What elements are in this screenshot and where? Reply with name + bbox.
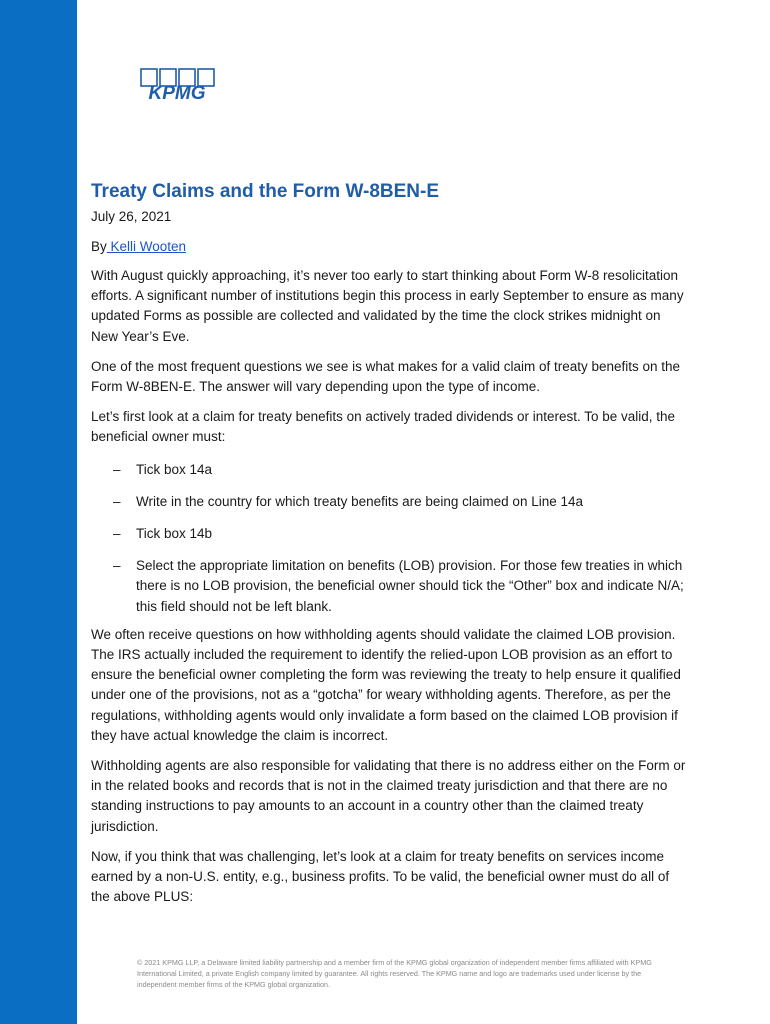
paragraph: With August quickly approaching, it’s never too early to start thinking about Form W-8 resolicitation efforts. A significant number of institutions begin this process in early September to ensure as many updated Forms as possible are collected and validated by the time the clock strikes midnight on New Year’s Eve. [91,268,684,344]
requirements-list [91,460,687,617]
list-item [91,460,687,480]
list-item [91,492,687,512]
byline-prefix: By [91,239,107,254]
byline [91,238,687,256]
bullet-dash: – [113,461,121,477]
paragraph: Withholding agents are also responsible for validating that there is no address either on the Form or in the related books and records that is not in the claimed treaty jurisdiction and that there are no standing instructions to pay amounts to an account in a country other than the claimed treaty jurisdiction. [91,758,686,834]
list-item-text: Tick box 14b [136,526,213,542]
body-paragraphs [91,625,687,908]
paragraph: Now, if you think that was challenging, let’s look at a claim for treaty benefits on services income earned by a non-U.S. entity, e.g., business profits. To be valid, the beneficial owner must do all of the above PLUS: [91,848,670,905]
paragraph: One of the most frequent questions we see is what makes for a valid claim of treaty benefits on the Form W-8BEN-E. The answer will vary depending upon the type of income. [91,358,681,395]
bullet-dash: – [113,558,121,574]
bullet-dash: – [113,493,121,509]
author-link[interactable]: Kelli Wooten [106,239,187,254]
intro-paragraphs [91,266,687,448]
article-date: July 26, 2021 [91,209,172,224]
article-title: Treaty Claims and the Form W-8BEN-E [91,181,440,202]
legal-footer: © 2021 KPMG LLP, a Delaware limited liability partnership and a member firm of the KPMG global organization of independent member firms affiliated with KPMG International Limited, a private English company limited by guarantee. All rights reserved. The KPMG name and logo are trademarks used under license by the independent member firms of the KPMG global organization. [137,958,652,989]
list-item-text: Tick box 14a [136,461,213,477]
article [91,180,687,907]
paragraph: Let’s first look at a claim for treaty benefits on actively traded dividends or interest. To be valid, the beneficial owner must: [91,409,676,445]
paragraph: We often receive questions on how withholding agents should validate the claimed LOB provision. The IRS actually included the requirement to identify the relied-upon LOB provision as an effort to ensure the beneficial owner completing the form was reviewing the treaty to help ensure it qualified under one of the provisions, not as a “gotcha” for weary withholding agents. Therefore, as per the regulations, withholding agents would only invalidate a form based on the claimed LOB provision if they have actual knowledge the claim is incorrect. [91,626,681,743]
sidebar-accent-bar [0,0,77,1024]
bullet-dash: – [113,526,121,542]
list-item-text: Select the appropriate limitation on benefits (LOB) provision. For those few treaties in which there is no LOB provision, the beneficial owner should tick the “Other” box and indicate N/A; this field should not be left blank. [136,558,684,614]
list-item [91,524,687,544]
list-item [91,556,687,617]
kpmg-logo [137,68,217,104]
list-item-text: Write in the country for which treaty benefits are being claimed on Line 14a [136,493,583,509]
logo-text: KPMG [148,83,206,104]
